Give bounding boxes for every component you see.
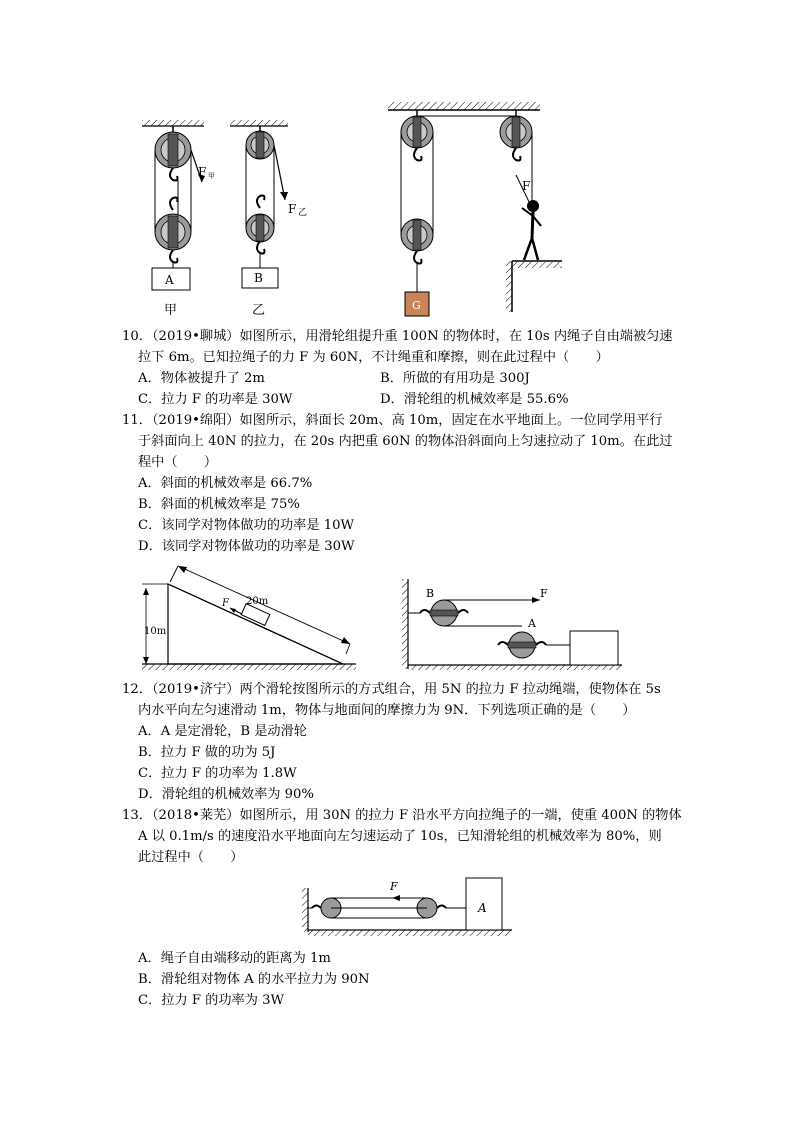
incline-length-label: 20m (246, 596, 269, 607)
caption-jia: 甲 (164, 303, 178, 318)
q13-line3: 此过程中（ ） (138, 850, 244, 865)
pulley-system-yi (230, 120, 288, 288)
q12-line1: 12．（2019•济宁）两个滑轮按图所示的方式组合，用 5N 的拉力 F 拉动绳端，使物体在 5s (122, 682, 661, 697)
pulley-system-jia (142, 120, 205, 290)
q12-option-c[interactable]: C．拉力 F 的功率为 1.8W (138, 766, 297, 781)
label-F-jia-sub: 甲 (208, 172, 215, 180)
q10-option-d[interactable]: D．滑轮组的机械效率是 55.6% (380, 392, 569, 407)
q13-F-label: F (390, 880, 398, 893)
pulley-B-label: B (426, 587, 435, 600)
figure-incline (138, 560, 368, 675)
q12-line2: 内水平向左匀速滑动 1m，物体与地面间的摩擦力为 9N．下列选项正确的是（ ） (138, 703, 636, 718)
pulley-system-right (388, 102, 562, 316)
q13-line2: A 以 0.1m/s 的速度沿水平地面向左匀速运动了 10s，已知滑轮组的机械效率为 80%，则 (138, 829, 662, 844)
q13-A-label: A (478, 901, 487, 915)
label-F-yi-sub: 乙 (298, 208, 308, 218)
q11-option-a[interactable]: A．斜面的机械效率是 66.7% (138, 476, 313, 491)
q10-option-b[interactable]: B．所做的有用功是 300J (380, 371, 530, 386)
figure-q13-pulleys (300, 872, 515, 940)
figure-horizontal-pulleys (400, 575, 625, 675)
q11-line3: 程中（ ） (138, 455, 218, 470)
q13-option-c[interactable]: C．拉力 F 的功率为 3W (138, 993, 285, 1008)
q12-option-d[interactable]: D．滑轮组的机械效率为 90% (138, 787, 314, 802)
q10-line1: 10．（2019•聊城）如图所示，用滑轮组提升重 100N 的物体时，在 10s 内绳子自由端被匀速 (122, 329, 673, 344)
label-F-jia: F (198, 165, 207, 179)
q10-option-a[interactable]: A．物体被提升了 2m (138, 371, 265, 386)
q11-line2: 于斜面向上 40N 的拉力，在 20s 内把重 60N 的物体沿斜面向上匀速拉动了 10m。在此过 (138, 434, 673, 449)
incline-height-label: 10m (144, 626, 167, 637)
q13-option-a[interactable]: A．绳子自由端移动的距离为 1m (138, 951, 331, 966)
q11-line1: 11．（2019•绵阳）如图所示，斜面长 20m、高 10m，固定在水平地面上。一位同学用平行 (122, 413, 663, 428)
label-F-right: F (522, 179, 531, 193)
q13-line1: 13．（2018•莱芜）如图所示，用 30N 的拉力 F 沿水平方向拉绳子的一端，使重 400N 的物体 (122, 808, 682, 823)
q11-option-d[interactable]: D．该同学对物体做功的功率是 30W (138, 539, 355, 554)
pulley-F-label: F (540, 587, 548, 600)
incline-F-label: F (222, 598, 229, 609)
pulley-A-label: A (528, 617, 536, 630)
q11-option-c[interactable]: C．该同学对物体做功的功率是 10W (138, 518, 355, 533)
person-head (527, 200, 539, 212)
q12-option-b[interactable]: B．拉力 F 做的功为 5J (138, 745, 276, 760)
q12-option-a[interactable]: A．A 是定滑轮，B 是动滑轮 (138, 724, 307, 739)
weight-G-label: G (412, 299, 421, 312)
q10-line2: 拉下 6m。已知拉绳子的力 F 为 60N，不计绳重和摩擦，则在此过程中（ ） (138, 350, 609, 365)
q11-option-b[interactable]: B．斜面的机械效率是 75% (138, 497, 300, 512)
q13-option-b[interactable]: B．滑轮组对物体 A 的水平拉力为 90N (138, 972, 370, 987)
caption-yi: 乙 (252, 303, 266, 318)
figure-pulley-systems (120, 100, 580, 322)
box-A-label: A (165, 273, 174, 287)
box-B-label: B (254, 271, 263, 285)
q10-option-c[interactable]: C．拉力 F 的功率是 30W (138, 392, 293, 407)
block (570, 631, 618, 665)
label-F-yi: F (288, 202, 297, 216)
